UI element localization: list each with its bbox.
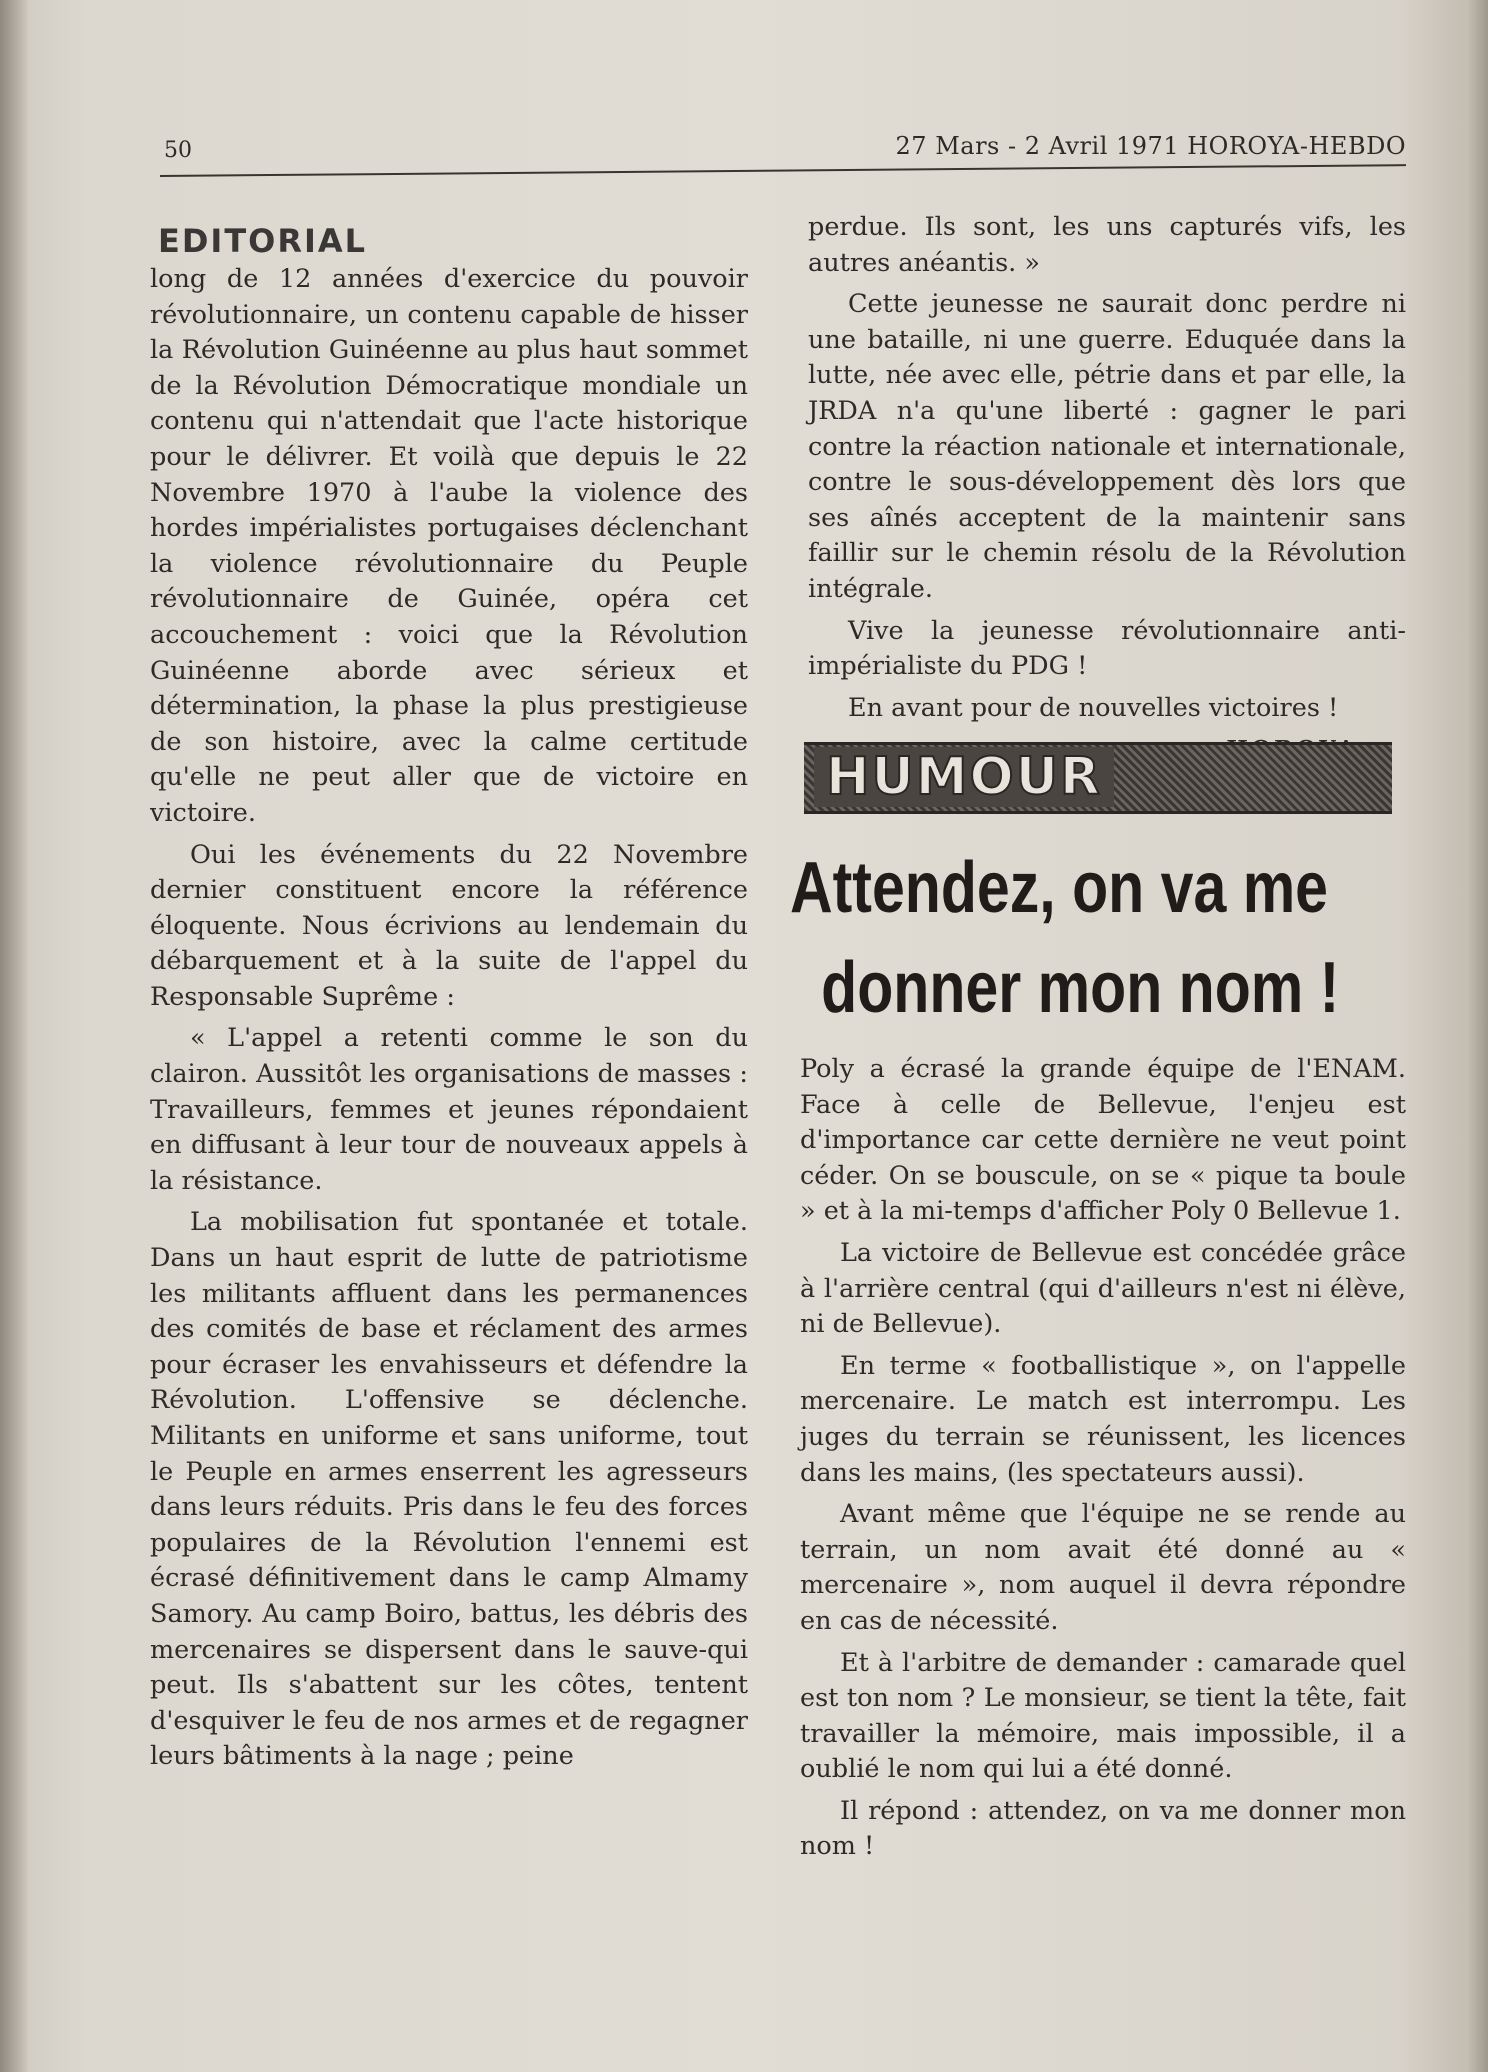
editorial-paragraph: Cette jeunesse ne saurait donc perdre ni une bataille, ni une guerre. Eduquée dans la lutte, née avec elle, pétrie dans et par elle, la JRDA n'a qu'une liberté : gagner le pari contre la réaction nationale et internationale, contre le sous-développement dès lors que ses aînés acceptent de la maintenir sans faillir sur le chemin résolu de la Révolution intégrale. — [808, 289, 1406, 604]
page-edge — [1466, 0, 1488, 2072]
headline-line-2: donner mon nom ! — [821, 948, 1340, 1028]
page-number: 50 — [164, 138, 192, 163]
humour-label: HUMOUR — [814, 747, 1114, 807]
humour-headline — [790, 838, 1340, 1038]
humour-paragraph: Poly a écrasé la grande équipe de l'ENAM. Face à celle de Bellevue, l'enjeu est d'importance car cette dernière ne veut point céder. On se bouscule, on se « pique ta boule » et à la mi-temps d'afficher Poly 0 Bellevue 1. — [800, 1054, 1406, 1227]
editorial-paragraph: perdue. Ils sont, les uns capturés vifs, les autres anéantis. » — [808, 212, 1406, 278]
page-header — [160, 128, 1406, 168]
editorial-continued-column — [808, 210, 1406, 774]
humour-paragraph: Avant même que l'équipe ne se rende au terrain, un nom avait été donné au « mercenaire », nom auquel il devra répondre en cas de nécessité. — [800, 1499, 1406, 1636]
editorial-column — [150, 222, 748, 1781]
issue-line: 27 Mars - 2 Avril 1971 HOROYA-HEBDO — [895, 132, 1406, 160]
editorial-paragraph: long de 12 années d'exercice du pouvoir révolutionnaire, un contenu capable de hisser la Révolution Guinéenne au plus haut sommet de la Révolution Démocratique mondiale un contenu qui n'attendait que l'acte historique pour le délivrer. Et voilà que depuis le 22 Novembre 1970 à l'aube la violence des hordes impérialistes portugaises déclenchant la violence révolutionnaire du Peuple révolutionnaire de Guinée, opéra cet accouchement : voici que la Révolution Guinéenne aborde avec sérieux et détermination, la phase la plus prestigieuse de son histoire, avec la calme certitude qu'elle ne peut aller que de victoire en victoire. — [150, 264, 748, 828]
editorial-slogan: Vive la jeunesse révolutionnaire anti-impérialiste du PDG ! — [808, 615, 1406, 682]
editorial-paragraph: Oui les événements du 22 Novembre dernier constituent encore la référence éloquente. Nous écrivions au lendemain du débarquement et à la suite de l'appel du Responsable Suprême : — [150, 839, 748, 1012]
page-binding — [0, 0, 28, 2072]
humour-paragraph: En terme « footballistique », on l'appelle mercenaire. Le match est interrompu. Les juges du terrain se réunissent, les licences dans les mains, (les spectateurs aussi). — [800, 1350, 1406, 1488]
humour-paragraph: Il répond : attendez, on va me donner mon nom ! — [800, 1795, 1406, 1862]
editorial-paragraph: La mobilisation fut spontanée et totale. Dans un haut esprit de lutte de patriotisme les militants affluent dans les permanences des comités de base et réclament des armes pour écraser les envahisseurs et défendre la Révolution. L'offensive se déclenche. Militants en uniforme et sans uniforme, tout le Peuple en armes enserrent les agresseurs dans leurs réduits. Pris dans le feu des forces populaires de la Révolution l'ennemi est écrasé définitivement dans le camp Almamy Samory. Au camp Boiro, battus, les débris des mercenaires se dispersent dans le sauve-qui peut. Ils s'abattent sur les côtes, tentent d'esquiver le feu de nos armes et de regagner leurs bâtiments à la nage ; peine — [150, 1207, 748, 1772]
editorial-quote: « L'appel a retenti comme le son du clairon. Aussitôt les organisations de masses : Travailleurs, femmes et jeunes répondaient en diffusant à leur tour de nouveaux appels à la résistance. — [150, 1023, 748, 1196]
humour-paragraph: La victoire de Bellevue est concédée grâce à l'arrière central (qui d'ailleurs n'est ni élève, ni de Bellevue). — [800, 1237, 1406, 1340]
headline-line-1: Attendez, on va me — [790, 848, 1329, 928]
editorial-slogan: En avant pour de nouvelles victoires ! — [848, 692, 1339, 723]
humour-column — [800, 1052, 1406, 1871]
humour-paragraph: Et à l'arbitre de demander : camarade quel est ton nom ? Le monsieur, se tient la tête, fait travailler la mémoire, mais impossible, il a oublié le nom qui lui a été donné. — [800, 1647, 1406, 1785]
humour-banner — [804, 742, 1392, 814]
editorial-label: EDITORIAL — [158, 222, 368, 260]
